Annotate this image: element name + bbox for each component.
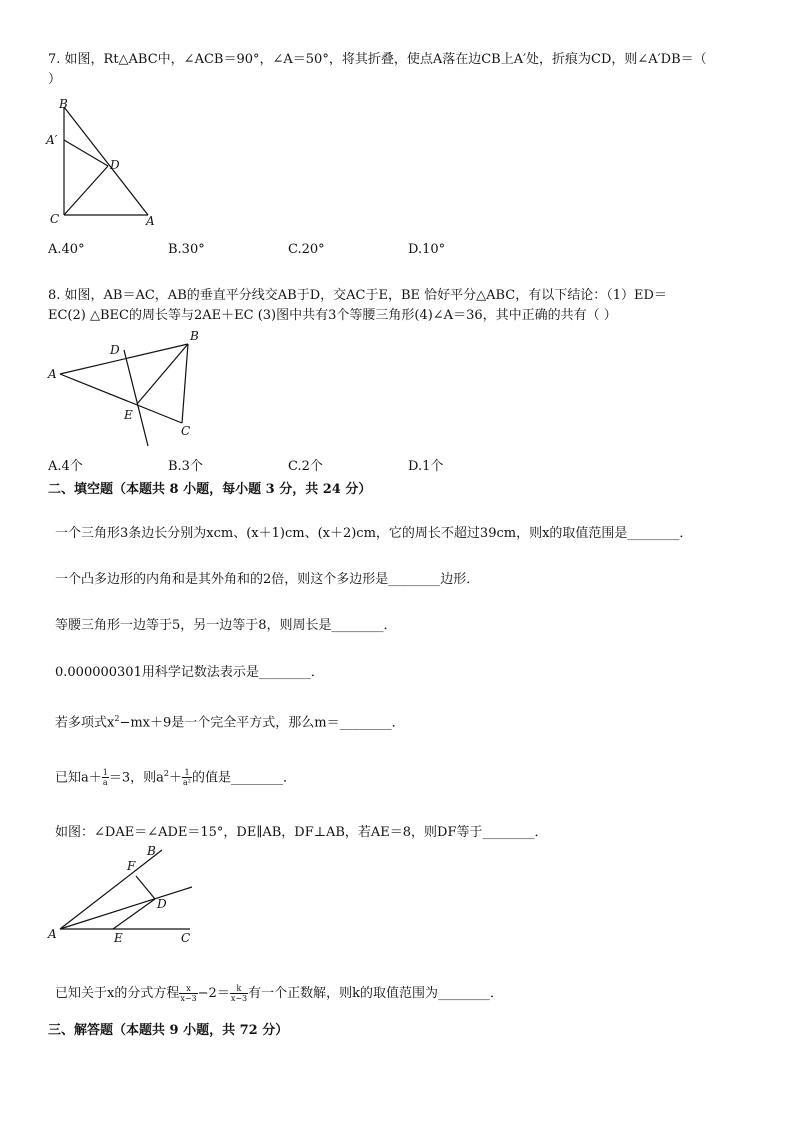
fill-item-6-fraction-2: $\frac{1}{\text{a²}}$ xyxy=(183,768,191,788)
q7-label-a: A xyxy=(146,214,155,228)
q8-label-e: E xyxy=(124,408,133,422)
q8-perpendicular-bisector xyxy=(124,350,148,446)
fill-item-6-fraction-1: $\frac{1}{a}$ xyxy=(102,768,108,788)
section-3-heading: 三、解答题（本题共 9 小题，共 72 分） xyxy=(48,1023,289,1038)
fill-item-2: 一个凸多边形的内角和是其外角和的2倍，则这个多边形是________边形． xyxy=(55,572,480,587)
fill-item-6-part-c: ＋ xyxy=(168,770,182,786)
fill-item-8-fraction-1: $\frac{x}{x-3}$ xyxy=(180,984,197,1003)
f7-label-f: F xyxy=(127,859,136,873)
q7-fold-cd xyxy=(64,166,108,215)
q8-option-d: D.1个 xyxy=(408,459,444,474)
f7-segment-df xyxy=(136,876,155,899)
fill-item-6-part-b: ＝3，则a xyxy=(108,770,164,786)
q8-label-c: C xyxy=(181,424,191,438)
fill-item-1: 一个三角形3条边长分别为xcm、(x＋1)cm、(x＋2)cm，它的周长不超过39cm，则x的取值范围是________． xyxy=(55,526,693,541)
fill-item-6-exponent: 2 xyxy=(163,769,169,778)
f7-label-c: C xyxy=(181,931,191,945)
q7-option-d: D.10° xyxy=(408,242,446,257)
q8-side-ac xyxy=(60,374,182,423)
q7-label-a-prime: A′ xyxy=(46,133,58,147)
q7-label-c: C xyxy=(50,212,60,226)
q8-side-ab xyxy=(60,344,188,374)
f7-label-b: B xyxy=(147,844,156,858)
fill-item-5-exponent: 2 xyxy=(114,714,120,723)
q7-label-b: B xyxy=(59,97,68,111)
section-2-heading: 二、填空题（本题共 8 小题，每小题 3 分，共 24 分） xyxy=(48,482,372,497)
fill-item-5-part-a: 若多项式x xyxy=(55,715,115,731)
f7-ray-ad xyxy=(60,887,192,929)
q8-label-d: D xyxy=(110,343,120,357)
f7-segment-ed xyxy=(113,899,155,929)
fill-item-8-part-b: −2＝ xyxy=(197,986,230,1001)
q7-stem-line2: ） xyxy=(48,72,62,87)
q7-figure xyxy=(40,92,170,232)
fill-item-8 xyxy=(55,984,503,1004)
fill-item-4: 0.000000301用科学记数法表示是________． xyxy=(55,665,324,680)
fill-item-8-part-a: 已知关于x的分式方程 xyxy=(55,986,180,1001)
fill-item-7-figure xyxy=(42,840,202,948)
fill-item-6-part-d: 的值是________． xyxy=(191,770,296,786)
f7-label-e: E xyxy=(114,931,123,945)
q7-option-c: C.20° xyxy=(288,242,325,257)
q8-stem-line2: EC(2) △BEC的周长等与2AE＋EC (3)图中共有3个等腰三角形(4)∠A＝36，其中正确的共有（ ） xyxy=(48,308,617,323)
q7-segment-a-prime-d xyxy=(64,140,108,166)
fill-item-8-fraction-2: $\frac{k}{x-3}$ xyxy=(230,984,248,1003)
q7-side-ba xyxy=(64,107,148,215)
fill-item-7: 如图：∠DAE＝∠ADE＝15°，DE∥AB，DF⊥AB，若AE＝8，则DF等于________． xyxy=(55,825,548,840)
f7-label-d: D xyxy=(157,897,167,911)
q8-label-b: B xyxy=(190,329,199,343)
fill-item-5-part-b: −mx＋9是一个完全平方式，那么m＝________． xyxy=(119,715,405,731)
q8-option-b: B.3个 xyxy=(168,459,203,474)
q8-stem-line1: 8. 如图，AB＝AC，AB的垂直平分线交AB于D，交AC于E，BE 恰好平分△ABC，有以下结论：（1）ED＝ xyxy=(48,288,667,303)
q7-label-d: D xyxy=(110,158,120,172)
fill-item-6-part-a: 已知a＋ xyxy=(55,770,102,786)
q8-figure xyxy=(44,328,214,450)
q8-bisector-be xyxy=(137,344,188,404)
q7-stem-line1: 7. 如图，Rt△ABC中，∠ACB＝90°，∠A＝50°，将其折叠，使点A落在边CB上A′处，折痕为CD，则∠A′DB＝（ xyxy=(48,52,707,67)
q8-side-bc xyxy=(182,344,188,423)
q7-option-b: B.30° xyxy=(168,242,205,257)
fill-item-3: 等腰三角形一边等于5，另一边等于8，则周长是________． xyxy=(55,618,397,633)
f7-label-a: A xyxy=(48,927,57,941)
q8-option-c: C.2个 xyxy=(288,459,323,474)
fill-item-6 xyxy=(55,764,296,788)
fill-item-8-part-c: 有一个正数解，则k的取值范围为________． xyxy=(248,986,504,1001)
q8-label-a: A xyxy=(48,367,57,381)
q8-option-a: A.4个 xyxy=(48,459,83,474)
q7-option-a: A.40° xyxy=(48,242,85,257)
fill-item-5 xyxy=(55,709,405,733)
